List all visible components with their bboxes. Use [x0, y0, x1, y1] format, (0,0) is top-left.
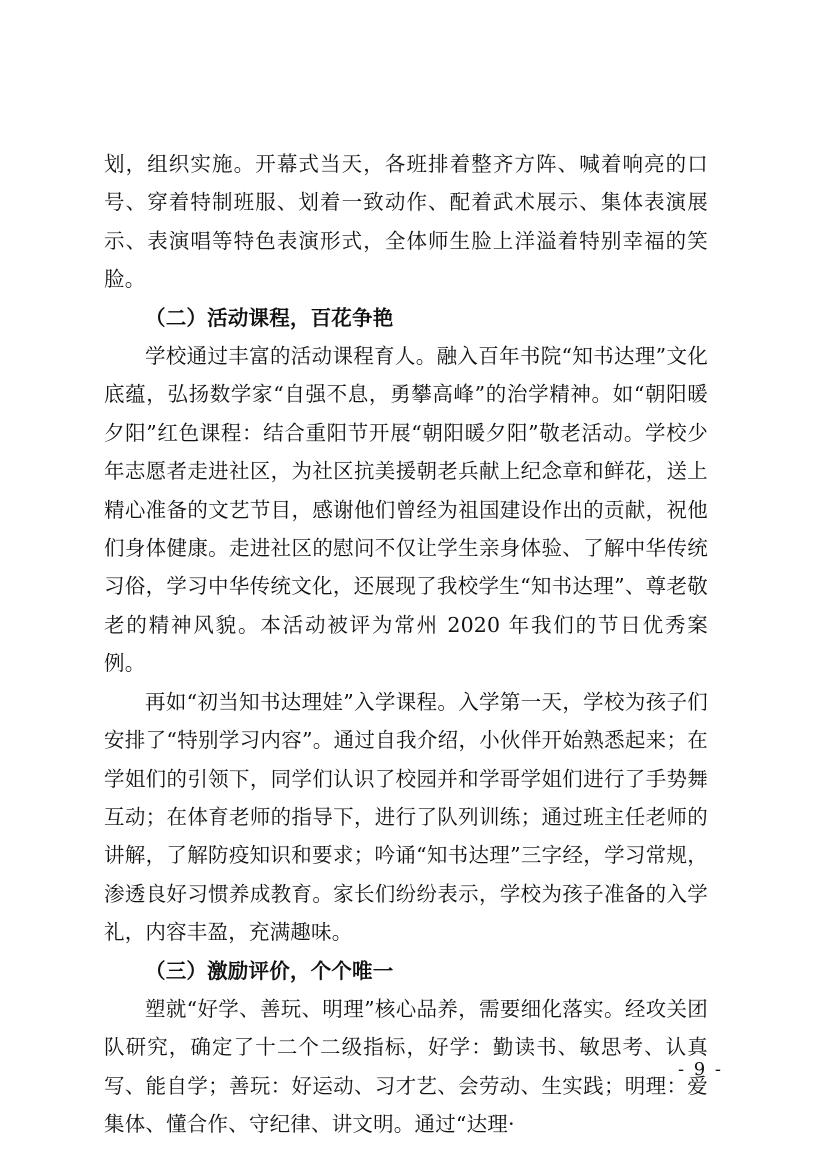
paragraph-activity-courses: 学校通过丰富的活动课程育人。融入百年书院“知书达理”文化底蕴，弘扬数学家“自强不息，勇攀高峰”的治学精神。如“朝阳暖夕阳”红色课程：结合重阳节开展“朝阳暖夕阳”敬老活动。学校少年志愿者走进社区，为社区抗美援朝老兵献上纪念章和鲜花，送上精心准备的文艺节目，感谢他们曾经为祖国建设作出的贡献，祝他们身体健康。走进社区的慰问不仅让学生亲身体验、了解中华传统习俗，学习中华传统文化，还展现了我校学生“知书达理”、尊老敬老的精神风貌。本活动被评为常州 2020 年我们的节日优秀案例。 — [104, 344, 708, 676]
section-heading-activity-courses: （二）活动课程，百花争艳 — [145, 305, 394, 330]
page-number: - 9 - — [677, 1059, 723, 1080]
paragraph-core-qualities: 塑就“好学、善玩、明理”核心品养，需要细化落实。经攻关团队研究，确定了十二个二级指标，好学：勤读书、敏思考、认真写、能自学；善玩：好运动、习才艺、会劳动、生实践；明理：爱集体、懂合作、守纪律、讲文明。通过“达理· — [104, 996, 708, 1137]
section-heading-incentive-evaluation: （三）激励评价，个个唯一 — [145, 958, 394, 983]
document-body — [104, 145, 708, 1144]
paragraph-opening-ceremony: 划，组织实施。开幕式当天，各班排着整齐方阵、喊着响亮的口号、穿着特制班服、划着一致动作、配着武术展示、集体表演展示、表演唱等特色表演形式，全体师生脸上洋溢着特别幸福的笑脸。 — [104, 152, 708, 292]
paragraph-enrollment-course: 再如“初当知书达理娃”入学课程。入学第一天，学校为孩子们安排了“特别学习内容”。通过自我介绍，小伙伴开始熟悉起来；在学姐们的引领下，同学们认识了校园并和学哥学姐们进行了手势舞互动；在体育老师的指导下，进行了队列训练；通过班主任老师的讲解，了解防疫知识和要求；吟诵“知书达理”三字经，学习常规，渗透良好习惯养成教育。家长们纷纷表示，学校为孩子准备的入学礼，内容丰盈，充满趣味。 — [104, 689, 708, 945]
